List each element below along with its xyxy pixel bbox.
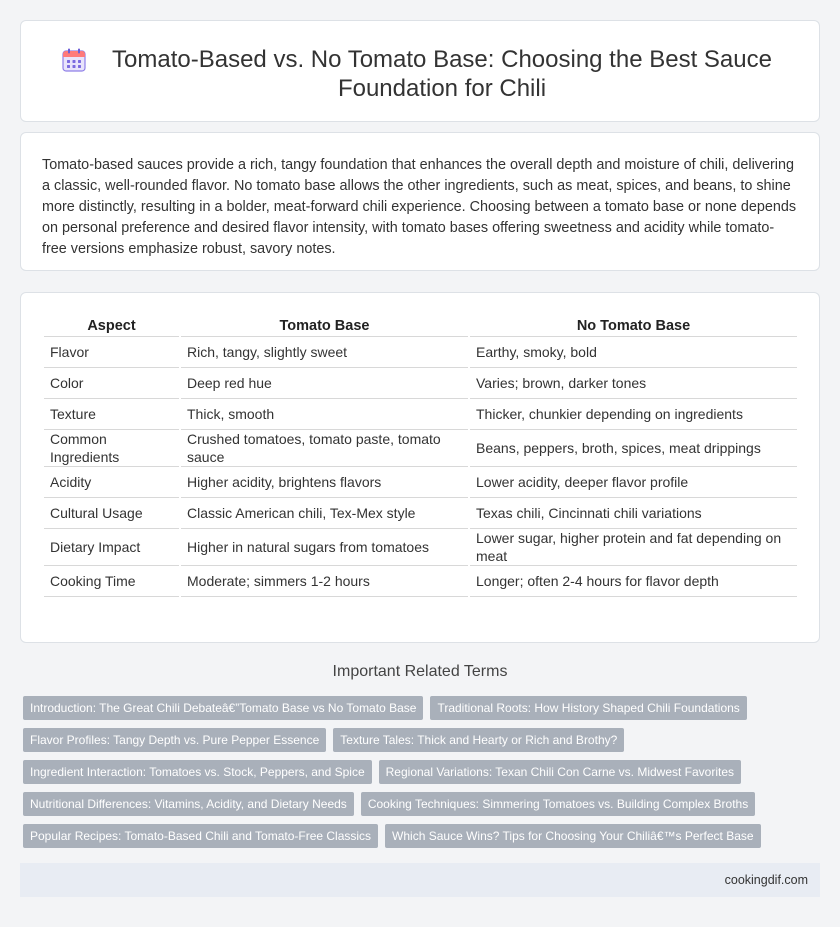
comparison-table — [42, 313, 799, 597]
cell-no-tomato: Lower sugar, higher protein and fat depending on meat — [470, 529, 797, 566]
table-row — [44, 467, 797, 498]
cell-tomato: Crushed tomatoes, tomato paste, tomato sauce — [181, 430, 468, 467]
intro-paragraph: Tomato-based sauces provide a rich, tangy foundation that enhances the overall depth and moisture of chili, delivering a classic, well-rounded flavor. No tomato base allows the other ingredients, such as meat, spices, and beans, to shine more distinctly, resulting in a bolder, meat-forward chili experience. Choosing between a tomato base or none depends on personal preference and desired flavor intensity, with tomato bases offering sweetness and acidity while tomato-free versions emphasize robust, savory notes. — [42, 157, 797, 257]
cell-aspect: Cultural Usage — [44, 498, 179, 529]
table-row — [44, 498, 797, 529]
cell-tomato: Classic American chili, Tex-Mex style — [181, 498, 468, 529]
footer — [20, 863, 820, 897]
related-term-tag[interactable]: Introduction: The Great Chili Debateâ€”Tomato Base vs No Tomato Base — [23, 696, 423, 720]
header-card — [20, 20, 820, 122]
related-term-tag[interactable]: Regional Variations: Texan Chili Con Carne vs. Midwest Favorites — [379, 760, 741, 784]
cell-no-tomato: Thicker, chunkier depending on ingredients — [470, 399, 797, 430]
related-term-tag[interactable]: Which Sauce Wins? Tips for Choosing Your Chiliâ€™s Perfect Base — [385, 824, 761, 848]
cell-tomato: Deep red hue — [181, 368, 468, 399]
cell-aspect: Acidity — [44, 467, 179, 498]
table-row — [44, 529, 797, 566]
cell-no-tomato: Lower acidity, deeper flavor profile — [470, 467, 797, 498]
cell-aspect: Texture — [44, 399, 179, 430]
related-term-tag[interactable]: Flavor Profiles: Tangy Depth vs. Pure Pepper Essence — [23, 728, 326, 752]
table-row — [44, 566, 797, 597]
tag-row — [23, 696, 823, 720]
intro-card — [20, 132, 820, 271]
table-row — [44, 430, 797, 467]
related-terms-heading: Important Related Terms — [332, 663, 508, 680]
tag-row — [23, 824, 823, 848]
related-term-tag[interactable]: Ingredient Interaction: Tomatoes vs. Stock, Peppers, and Spice — [23, 760, 372, 784]
tag-row — [23, 792, 823, 816]
cell-aspect: Cooking Time — [44, 566, 179, 597]
table-row — [44, 337, 797, 368]
footer-site-link[interactable]: cookingdif.com — [724, 873, 808, 887]
related-term-tag[interactable]: Traditional Roots: How History Shaped Chili Foundations — [430, 696, 746, 720]
related-terms-list — [23, 696, 823, 856]
header-no-tomato-base: No Tomato Base — [470, 313, 797, 337]
cell-tomato: Moderate; simmers 1-2 hours — [181, 566, 468, 597]
cell-no-tomato: Texas chili, Cincinnati chili variations — [470, 498, 797, 529]
cell-no-tomato: Earthy, smoky, bold — [470, 337, 797, 368]
cell-aspect: Common Ingredients — [44, 430, 179, 467]
calendar-icon — [61, 47, 87, 73]
comparison-card — [20, 292, 820, 643]
cell-no-tomato: Longer; often 2-4 hours for flavor depth — [470, 566, 797, 597]
cell-aspect: Dietary Impact — [44, 529, 179, 566]
tag-row — [23, 728, 823, 752]
page-title: Tomato-Based vs. No Tomato Base: Choosing the Best Sauce Foundation for Chili — [112, 46, 772, 102]
cell-aspect: Flavor — [44, 337, 179, 368]
header-aspect: Aspect — [44, 313, 179, 337]
table-header-row — [44, 313, 797, 337]
cell-tomato: Rich, tangy, slightly sweet — [181, 337, 468, 368]
cell-no-tomato: Beans, peppers, broth, spices, meat drippings — [470, 430, 797, 467]
related-term-tag[interactable]: Nutritional Differences: Vitamins, Acidity, and Dietary Needs — [23, 792, 354, 816]
table-row — [44, 399, 797, 430]
related-term-tag[interactable]: Cooking Techniques: Simmering Tomatoes vs. Building Complex Broths — [361, 792, 755, 816]
cell-tomato: Thick, smooth — [181, 399, 468, 430]
cell-tomato: Higher acidity, brightens flavors — [181, 467, 468, 498]
related-term-tag[interactable]: Texture Tales: Thick and Hearty or Rich and Brothy? — [333, 728, 624, 752]
table-row — [44, 368, 797, 399]
cell-tomato: Higher in natural sugars from tomatoes — [181, 529, 468, 566]
cell-no-tomato: Varies; brown, darker tones — [470, 368, 797, 399]
related-term-tag[interactable]: Popular Recipes: Tomato-Based Chili and Tomato-Free Classics — [23, 824, 378, 848]
cell-aspect: Color — [44, 368, 179, 399]
tag-row — [23, 760, 823, 784]
header-tomato-base: Tomato Base — [181, 313, 468, 337]
